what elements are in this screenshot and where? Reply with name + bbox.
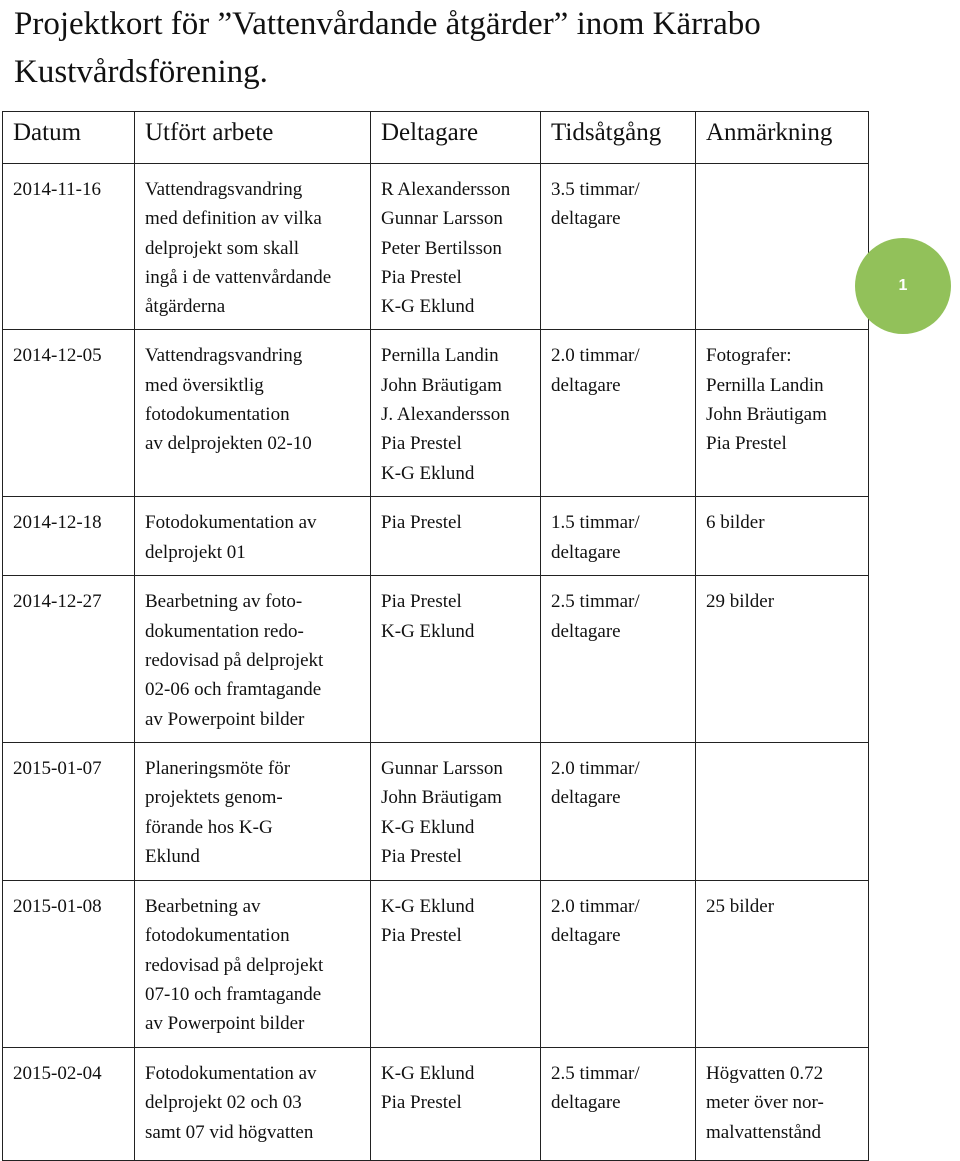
- cell-work-done-line: Vattendragsvandring: [145, 345, 303, 367]
- cell-work-done: [135, 880, 371, 1047]
- table-header-row: [3, 112, 869, 164]
- cell-time-spent-line: deltagare: [551, 620, 621, 642]
- header-remarks: Anmärkning: [696, 112, 869, 164]
- header-time-spent: Tidsåtgång: [541, 112, 696, 164]
- cell-participants-line: Pia Prestel: [381, 512, 462, 534]
- cell-participants-line: Pia Prestel: [381, 591, 462, 613]
- cell-remarks: [696, 330, 869, 497]
- cell-date-text: 2015-01-08: [13, 895, 102, 917]
- cell-work-done-line: med översiktlig: [145, 374, 264, 396]
- cell-time-spent-line: 2.0 timmar/: [551, 895, 640, 917]
- cell-participants-line: Pernilla Landin: [381, 345, 499, 367]
- table-row: [3, 1047, 869, 1160]
- cell-participants-line: K-G Eklund: [381, 816, 475, 838]
- cell-remarks: [696, 497, 869, 576]
- cell-date-text: 2015-01-07: [13, 757, 102, 779]
- table-row: [3, 880, 869, 1047]
- cell-time-spent-line: 2.0 timmar/: [551, 757, 640, 779]
- cell-work-done: [135, 330, 371, 497]
- cell-time-spent-line: 2.5 timmar/: [551, 1062, 640, 1084]
- cell-remarks-line: John Bräutigam: [706, 404, 827, 426]
- page-number: 1: [898, 277, 908, 294]
- cell-participants-line: Pia Prestel: [381, 433, 462, 455]
- cell-work-done-line: Bearbetning av: [145, 895, 261, 917]
- cell-participants-line: J. Alexandersson: [381, 404, 510, 426]
- cell-work-done-line: projektets genom-: [145, 787, 283, 809]
- cell-work-done-line: samt 07 vid högvatten: [145, 1121, 314, 1143]
- cell-remarks-line: 29 bilder: [706, 591, 775, 613]
- cell-date: [3, 880, 135, 1047]
- cell-time-spent-line: deltagare: [551, 1092, 621, 1114]
- table-row: [3, 576, 869, 742]
- cell-remarks: [696, 164, 869, 330]
- table-row: [3, 164, 869, 330]
- cell-date: [3, 497, 135, 576]
- cell-date: [3, 164, 135, 330]
- cell-participants-line: Gunnar Larsson: [381, 757, 503, 779]
- cell-participants-line: Gunnar Larsson: [381, 208, 503, 230]
- cell-work-done-line: fotodokumentation: [145, 925, 290, 947]
- cell-time-spent-line: 1.5 timmar/: [551, 512, 640, 534]
- cell-work-done-line: Vattendragsvandring: [145, 179, 303, 200]
- table-row: [3, 497, 869, 576]
- cell-date-text: 2014-12-27: [13, 591, 102, 613]
- cell-work-done-line: fotodokumentation: [145, 404, 290, 426]
- cell-work-done-line: med definition av vilka: [145, 208, 322, 230]
- cell-work-done-line: Fotodokumentation av: [145, 1062, 317, 1084]
- table-body: [3, 164, 869, 1161]
- cell-work-done-line: delprojekt 02 och 03: [145, 1092, 302, 1114]
- cell-time-spent-line: deltagare: [551, 374, 621, 396]
- cell-time-spent-line: 3.5 timmar/: [551, 179, 640, 200]
- document-title: [14, 0, 914, 96]
- cell-work-done-line: delprojekt som skall: [145, 237, 300, 259]
- cell-remarks: [696, 880, 869, 1047]
- cell-time-spent-line: deltagare: [551, 925, 621, 947]
- cell-time-spent: [541, 576, 696, 742]
- cell-time-spent-line: deltagare: [551, 541, 621, 563]
- cell-time-spent: [541, 742, 696, 880]
- cell-time-spent-line: deltagare: [551, 787, 621, 809]
- cell-date-text: 2015-02-04: [13, 1062, 102, 1084]
- cell-participants-line: K-G Eklund: [381, 895, 475, 917]
- cell-work-done: [135, 164, 371, 330]
- cell-work-done-line: åtgärderna: [145, 296, 226, 318]
- cell-participants-line: K-G Eklund: [381, 462, 475, 484]
- cell-work-done: [135, 742, 371, 880]
- cell-time-spent: [541, 880, 696, 1047]
- cell-participants: [371, 880, 541, 1047]
- cell-participants: [371, 1047, 541, 1160]
- cell-participants-line: K-G Eklund: [381, 1062, 475, 1084]
- cell-remarks-line: 6 bilder: [706, 512, 765, 534]
- table-row: [3, 330, 869, 497]
- cell-time-spent: [541, 330, 696, 497]
- cell-participants: [371, 576, 541, 742]
- cell-participants-line: Pia Prestel: [381, 845, 462, 867]
- cell-work-done-line: av Powerpoint bilder: [145, 708, 305, 730]
- cell-remarks-line: 25 bilder: [706, 895, 775, 917]
- cell-remarks-line: Pia Prestel: [706, 433, 787, 455]
- cell-date: [3, 742, 135, 880]
- cell-work-done-line: delprojekt 01: [145, 541, 246, 563]
- cell-remarks-line: meter över nor-: [706, 1092, 824, 1114]
- cell-work-done-line: 07-10 och framtagande: [145, 983, 322, 1005]
- cell-work-done-line: Eklund: [145, 845, 200, 867]
- document-title-line-1: Projektkort för ”Vattenvårdande åtgärder” inom Kärrabo: [14, 6, 761, 42]
- cell-remarks: [696, 576, 869, 742]
- cell-work-done-line: Bearbetning av foto-: [145, 591, 303, 613]
- cell-work-done-line: av delprojekten 02-10: [145, 433, 312, 455]
- document-title-line-2: Kustvårdsförening.: [14, 54, 268, 90]
- cell-participants-line: K-G Eklund: [381, 620, 475, 642]
- project-table: [2, 111, 869, 1161]
- cell-remarks: [696, 742, 869, 880]
- cell-date-text: 2014-12-05: [13, 345, 102, 367]
- cell-time-spent-line: 2.5 timmar/: [551, 591, 640, 613]
- cell-participants: [371, 497, 541, 576]
- cell-date-text: 2014-12-18: [13, 512, 102, 534]
- cell-participants: [371, 330, 541, 497]
- cell-time-spent-line: deltagare: [551, 208, 621, 230]
- cell-work-done: [135, 576, 371, 742]
- cell-participants-line: Pia Prestel: [381, 266, 462, 288]
- cell-remarks-line: Pernilla Landin: [706, 374, 824, 396]
- cell-date-text: 2014-11-16: [13, 179, 101, 200]
- cell-participants-line: John Bräutigam: [381, 787, 502, 809]
- cell-work-done-line: Planeringsmöte för: [145, 757, 291, 779]
- cell-time-spent-line: 2.0 timmar/: [551, 345, 640, 367]
- cell-remarks-line: malvattenstånd: [706, 1121, 822, 1143]
- page-number-badge: [855, 238, 951, 334]
- cell-work-done-line: förande hos K-G: [145, 816, 273, 838]
- header-work-done: Utfört arbete: [135, 112, 371, 164]
- cell-work-done-line: ingå i de vattenvårdande: [145, 266, 332, 288]
- cell-time-spent: [541, 164, 696, 330]
- header-participants: Deltagare: [371, 112, 541, 164]
- cell-participants-line: Pia Prestel: [381, 1092, 462, 1114]
- cell-participants-line: John Bräutigam: [381, 374, 502, 396]
- cell-participants: [371, 164, 541, 330]
- cell-participants-line: Peter Bertilsson: [381, 237, 502, 259]
- header-date: Datum: [3, 112, 135, 164]
- cell-participants: [371, 742, 541, 880]
- cell-participants-line: R Alexandersson: [381, 179, 511, 200]
- cell-date: [3, 576, 135, 742]
- cell-date: [3, 330, 135, 497]
- cell-participants-line: Pia Prestel: [381, 925, 462, 947]
- table-row: [3, 742, 869, 880]
- cell-remarks-line: Fotografer:: [706, 345, 792, 367]
- cell-time-spent: [541, 497, 696, 576]
- cell-participants-line: K-G Eklund: [381, 296, 475, 318]
- cell-work-done: [135, 497, 371, 576]
- cell-work-done-line: Fotodokumentation av: [145, 512, 317, 534]
- cell-work-done-line: dokumentation redo-: [145, 620, 304, 642]
- cell-work-done: [135, 1047, 371, 1160]
- cell-work-done-line: 02-06 och framtagande: [145, 679, 322, 701]
- cell-date: [3, 1047, 135, 1160]
- cell-remarks-line: Högvatten 0.72: [706, 1062, 824, 1084]
- cell-work-done-line: redovisad på delprojekt: [145, 650, 324, 672]
- cell-remarks: [696, 1047, 869, 1160]
- cell-work-done-line: av Powerpoint bilder: [145, 1013, 305, 1035]
- cell-work-done-line: redovisad på delprojekt: [145, 954, 324, 976]
- cell-time-spent: [541, 1047, 696, 1160]
